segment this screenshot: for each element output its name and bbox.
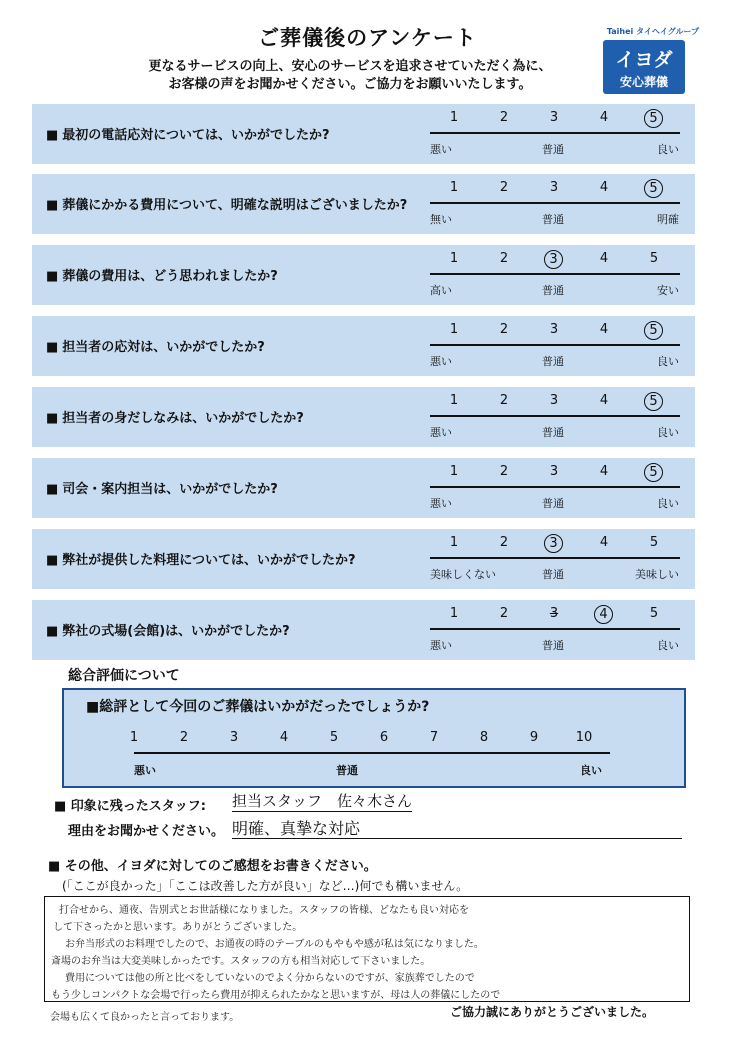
scale-line: [430, 202, 680, 204]
reason-answer[interactable]: 明確、真摯な対応: [232, 816, 682, 839]
rating-scale: [430, 251, 678, 269]
scale-label-low: 悪い: [430, 639, 452, 652]
bullet-square-icon: ■: [46, 482, 59, 497]
rating-option[interactable]: 3: [549, 180, 559, 195]
comment-line: 打合せから、通夜、告別式とお世話様になりました。スタッフの皆様、どなたも良い対応を: [59, 905, 469, 916]
rating-option[interactable]: 1: [449, 110, 459, 125]
question-label: 弊社の式場(会館)は、いかがでしたか?: [62, 624, 290, 639]
question-row: [32, 529, 695, 589]
scale-label-high: 安い: [657, 284, 679, 297]
question-label: 弊社が提供した料理については、いかがでしたか?: [62, 553, 356, 568]
rating-option[interactable]: 4: [594, 605, 613, 624]
question-row: [32, 174, 695, 234]
rating-option[interactable]: 5: [644, 392, 663, 411]
rating-option[interactable]: 1: [449, 251, 459, 266]
scale-line: [430, 415, 680, 417]
scale-label-low: 無い: [430, 213, 452, 226]
rating-option[interactable]: 4: [599, 464, 609, 479]
question-label: 最初の電話応対については、いかがでしたか?: [62, 128, 330, 143]
scale-label-low: 悪い: [430, 426, 452, 439]
rating-option[interactable]: 4: [599, 180, 609, 195]
rating-option[interactable]: 2: [499, 464, 509, 479]
rating-option[interactable]: 4: [599, 535, 609, 550]
rating-scale: [430, 322, 678, 340]
rating-option[interactable]: 1: [449, 535, 459, 550]
question-row: [32, 316, 695, 376]
scale-label-high: 明確: [657, 213, 679, 226]
scale-line: [430, 132, 680, 134]
overall-rating-option[interactable]: 2: [179, 730, 189, 745]
rating-option[interactable]: 1: [449, 180, 459, 195]
thanks-text: ご協力誠にありがとうございました。: [450, 1005, 655, 1019]
overall-heading: 総合評価について: [68, 668, 180, 684]
intro-text: 更なるサービスの向上、安心のサービスを追求させていただく為に、 お客様の声をお聞かせください。ご協力をお願いいたします。: [148, 59, 552, 92]
question-label: 担当者の身だしなみは、いかがでしたか?: [62, 411, 304, 426]
overall-rating-box: [62, 688, 686, 788]
question-text: [46, 620, 290, 639]
overall-mid-label: 普通: [336, 764, 358, 777]
rating-option[interactable]: 4: [599, 322, 609, 337]
page-title: ご葬儀後のアンケート: [258, 26, 477, 50]
scale-line: [430, 628, 680, 630]
logo-name: イヨダ: [615, 49, 673, 71]
scale-label-mid: 普通: [542, 143, 564, 156]
rating-option[interactable]: 3: [549, 393, 559, 408]
question-label: 葬儀にかかる費用について、明確な説明はございましたか?: [62, 198, 408, 213]
scale-label-low: 高い: [430, 284, 452, 297]
scale-label-mid: 普通: [542, 497, 564, 510]
scale-label-low: 美味しくない: [430, 568, 496, 581]
bullet-square-icon: ■: [46, 411, 59, 426]
rating-option[interactable]: 5: [644, 179, 663, 198]
scale-label-low: 悪い: [430, 143, 452, 156]
scale-label-high: 良い: [657, 426, 679, 439]
rating-option[interactable]: 1: [449, 464, 459, 479]
rating-option[interactable]: 3: [549, 606, 559, 621]
question-text: [46, 549, 356, 568]
scale-label-low: 悪い: [430, 355, 452, 368]
question-text: [46, 265, 278, 284]
comment-line: もう少しコンパクトな会場で行ったら費用が抑えられたかなと思いますが、母は人の葬儀にしたので: [51, 990, 501, 1001]
rating-option[interactable]: 3: [544, 250, 563, 269]
overall-question: ■総評として今回のご葬儀はいかがだったでしょうか?: [86, 699, 430, 715]
rating-option[interactable]: 4: [599, 393, 609, 408]
bullet-square-icon: ■: [46, 340, 59, 355]
scale-label-mid: 普通: [542, 639, 564, 652]
overall-low-label: 悪い: [134, 764, 156, 777]
question-row: [32, 387, 695, 447]
scale-label-high: 美味しい: [635, 568, 679, 581]
comments-note: (「ここが良かった」「ここは改善した方が良い」など…)何でも構いません。: [62, 879, 469, 893]
overall-rating-option[interactable]: 9: [529, 730, 539, 745]
comment-line: 斎場のお弁当は大変美味しかったです。スタッフの方も相当対応して下さいました。: [51, 956, 431, 967]
overall-rating-option[interactable]: 3: [229, 730, 239, 745]
rating-scale: [430, 606, 678, 624]
question-text: [46, 478, 278, 497]
scale-line: [430, 557, 680, 559]
overall-rating-option[interactable]: 6: [379, 730, 389, 745]
overall-rating-option[interactable]: 5: [329, 730, 339, 745]
rating-option[interactable]: 5: [644, 109, 663, 128]
group-logo-text: Taihei タイヘイグループ: [606, 27, 700, 36]
staff-question: ■ 印象に残ったスタッフ:: [54, 799, 207, 814]
overall-high-label: 良い: [580, 764, 602, 777]
comments-box[interactable]: [44, 896, 690, 1002]
rating-option[interactable]: 1: [449, 322, 459, 337]
rating-option[interactable]: 2: [499, 535, 509, 550]
rating-option[interactable]: 2: [499, 251, 509, 266]
rating-option[interactable]: 2: [499, 393, 509, 408]
rating-scale: [430, 535, 678, 553]
scale-label-high: 良い: [657, 143, 679, 156]
comment-line: 会場も広くて良かったと言っております。: [50, 1012, 240, 1023]
rating-scale: [430, 464, 678, 482]
comments-question: ■ その他、イヨダに対してのご感想をお書きください。: [48, 859, 377, 874]
bullet-square-icon: ■: [46, 198, 59, 213]
scale-label-high: 良い: [657, 497, 679, 510]
rating-option[interactable]: 3: [549, 110, 559, 125]
overall-rating-option[interactable]: 10: [575, 730, 593, 745]
rating-option[interactable]: 5: [649, 251, 659, 266]
comment-line: 費用については他の所と比べをしていないのでよく分からないのですが、家族葬でしたので: [65, 973, 475, 984]
rating-option[interactable]: 2: [499, 606, 509, 621]
overall-rating-option[interactable]: 1: [129, 730, 139, 745]
question-text: [46, 124, 330, 143]
rating-scale: [430, 393, 678, 411]
scale-label-mid: 普通: [542, 284, 564, 297]
logo-sub: 安心葬儀: [619, 75, 668, 89]
rating-option[interactable]: 2: [499, 110, 509, 125]
comment-line: お弁当形式のお料理でしたので、お通夜の時のテーブルのもやもや感が私は気になりました。: [65, 939, 484, 950]
question-text: [46, 336, 265, 355]
bullet-square-icon: ■: [46, 128, 59, 143]
scale-label-mid: 普通: [542, 213, 564, 226]
scale-label-mid: 普通: [542, 355, 564, 368]
rating-option[interactable]: 3: [544, 534, 563, 553]
staff-answer[interactable]: 担当スタッフ 佐々木さん: [232, 792, 413, 810]
rating-option[interactable]: 2: [499, 180, 509, 195]
scale-label-high: 良い: [657, 639, 679, 652]
question-row: [32, 458, 695, 518]
overall-scale-line: [134, 752, 610, 754]
rating-option[interactable]: 4: [599, 110, 609, 125]
rating-option[interactable]: 1: [449, 606, 459, 621]
overall-rating-option[interactable]: 4: [279, 730, 289, 745]
question-text: [46, 194, 407, 213]
rating-option[interactable]: 2: [499, 322, 509, 337]
question-row: [32, 245, 695, 305]
company-logo: [603, 40, 685, 94]
scale-line: [430, 486, 680, 488]
overall-rating-option[interactable]: 8: [479, 730, 489, 745]
scale-line: [430, 273, 680, 275]
bullet-square-icon: ■: [46, 624, 59, 639]
rating-option[interactable]: 5: [649, 535, 659, 550]
question-label: 担当者の応対は、いかがでしたか?: [62, 340, 265, 355]
question-row: [32, 104, 695, 164]
rating-scale: [430, 180, 678, 198]
bullet-square-icon: ■: [46, 269, 59, 284]
comment-line: して下さったかと思います。ありがとうございました。: [53, 922, 303, 933]
question-label: 司会・案内担当は、いかがでしたか?: [62, 482, 278, 497]
overall-scale: [129, 730, 604, 748]
rating-option[interactable]: 3: [549, 464, 559, 479]
rating-option[interactable]: 5: [644, 321, 663, 340]
rating-scale: [430, 110, 678, 128]
rating-option[interactable]: 3: [549, 322, 559, 337]
overall-rating-option[interactable]: 7: [429, 730, 439, 745]
scale-label-mid: 普通: [542, 568, 564, 581]
rating-option[interactable]: 5: [649, 606, 659, 621]
question-label: 葬儀の費用は、どう思われましたか?: [62, 269, 278, 284]
rating-option[interactable]: 1: [449, 393, 459, 408]
scale-line: [430, 344, 680, 346]
rating-option[interactable]: 5: [644, 463, 663, 482]
rating-option[interactable]: 4: [599, 251, 609, 266]
reason-label: 理由をお聞かせください。: [68, 824, 225, 839]
scale-label-mid: 普通: [542, 426, 564, 439]
question-text: [46, 407, 304, 426]
scale-label-low: 悪い: [430, 497, 452, 510]
question-row: [32, 600, 695, 660]
bullet-square-icon: ■: [46, 553, 59, 568]
scale-label-high: 良い: [657, 355, 679, 368]
